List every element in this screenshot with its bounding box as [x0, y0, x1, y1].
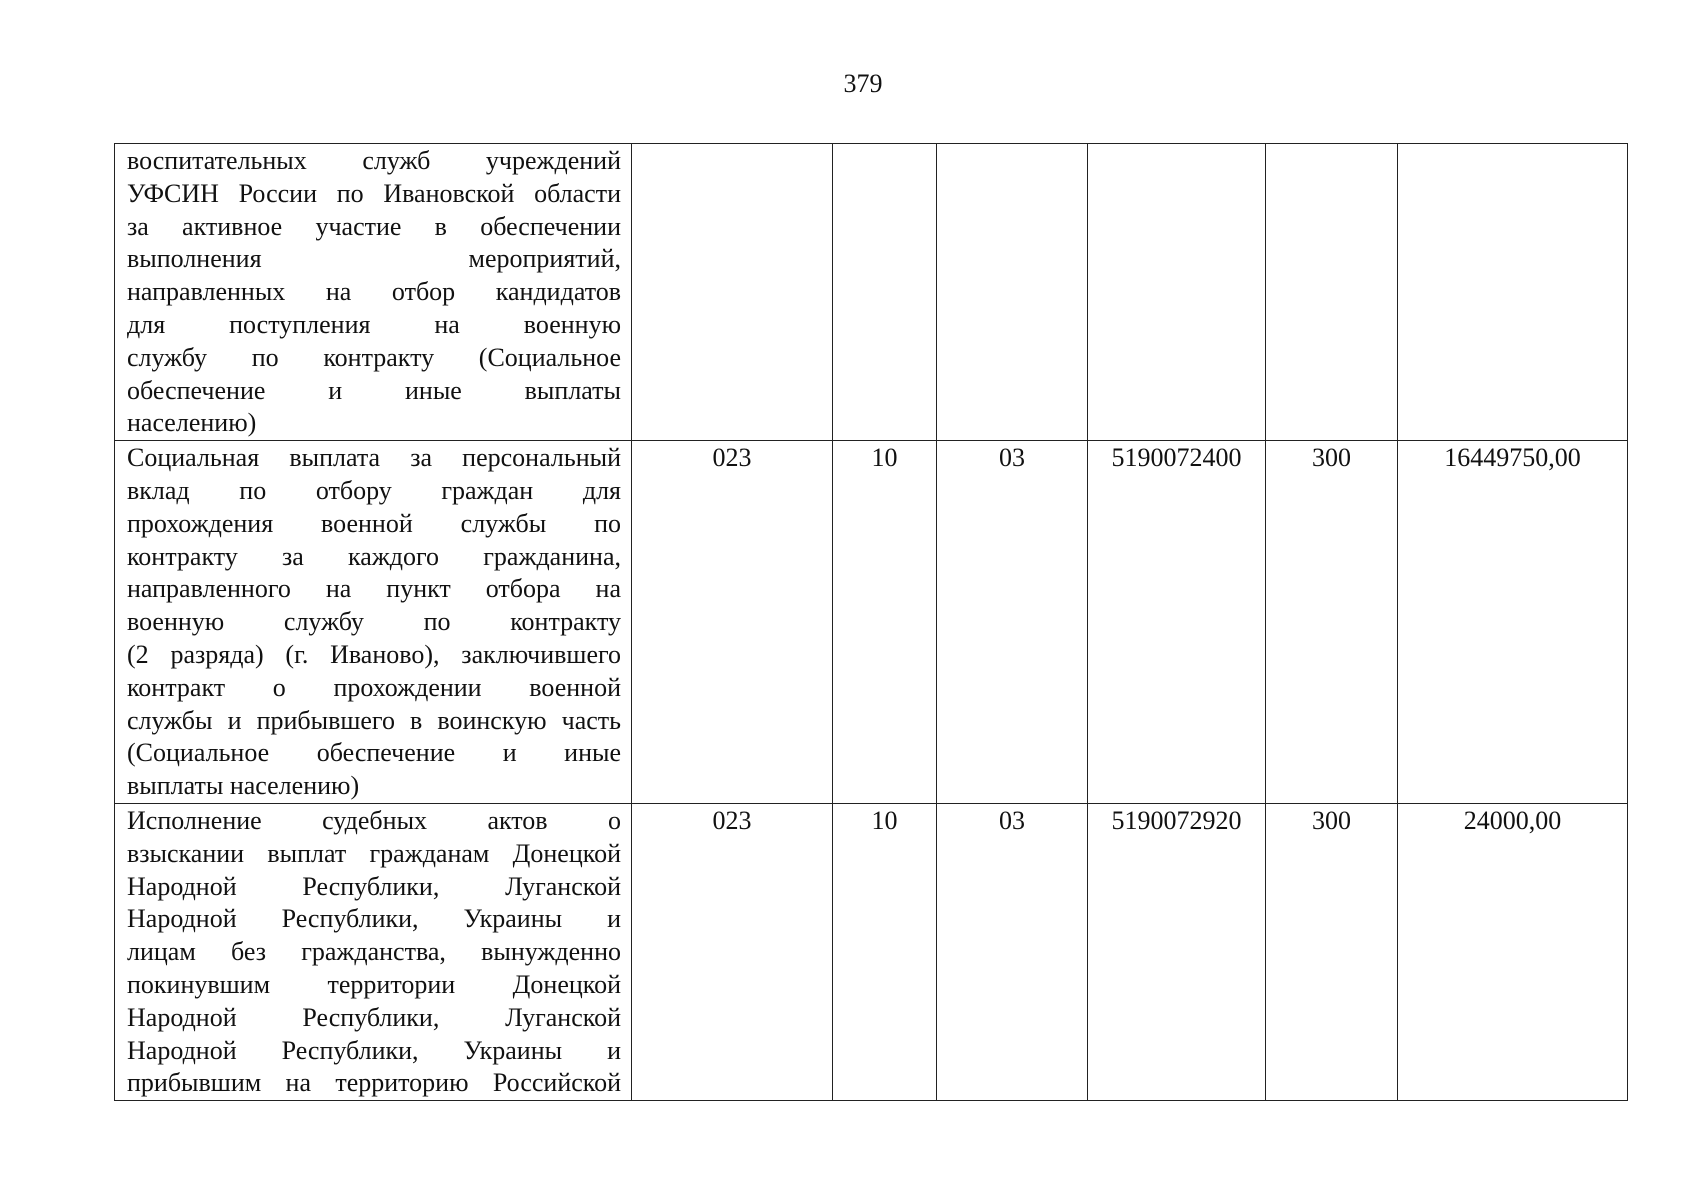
- description-line: для поступления на военную: [127, 309, 621, 339]
- description-line: контракт о прохождении военной: [127, 672, 621, 702]
- section-code: [833, 144, 937, 441]
- description-line: Народной Республики, Украины и: [127, 1035, 621, 1065]
- expense-type-code: [1266, 144, 1398, 441]
- description-line: населению): [127, 408, 257, 438]
- row-description: [115, 803, 632, 1100]
- description-line: службу по контракту (Социальное: [127, 342, 621, 372]
- ministry-code: 023: [632, 803, 833, 1100]
- row-description: [115, 144, 632, 441]
- description-line: покинувшим территории Донецкой: [127, 969, 621, 999]
- description-line: направленного на пункт отбора на: [127, 574, 621, 604]
- description-line: Социальная выплата за персональный: [127, 443, 621, 473]
- description-line: военную службу по контракту: [127, 607, 621, 637]
- section-code: 10: [833, 803, 937, 1100]
- target-article-code: [1088, 144, 1266, 441]
- description-line: вклад по отбору граждан для: [127, 475, 621, 505]
- description-line: выполнения мероприятий,: [127, 244, 621, 274]
- description-line: за активное участие в обеспечении: [127, 211, 621, 241]
- section-code: 10: [833, 441, 937, 804]
- description-line: прохождения военной службы по: [127, 508, 621, 538]
- expense-type-code: 300: [1266, 441, 1398, 804]
- description-line: прибывшим на территорию Российской: [127, 1068, 621, 1098]
- subsection-code: 03: [937, 441, 1088, 804]
- ministry-code: 023: [632, 441, 833, 804]
- table-row: [115, 803, 1628, 1100]
- description-line: лицам без гражданства, вынужденно: [127, 937, 621, 967]
- expense-type-code: 300: [1266, 803, 1398, 1100]
- description-line: обеспечение и иные выплаты: [127, 375, 621, 405]
- target-article-code: 5190072920: [1088, 803, 1266, 1100]
- amount: [1398, 144, 1628, 441]
- target-article-code: 5190072400: [1088, 441, 1266, 804]
- subsection-code: 03: [937, 803, 1088, 1100]
- ministry-code: [632, 144, 833, 441]
- description-line: Народной Республики, Луганской: [127, 871, 621, 901]
- table-row: [115, 144, 1628, 441]
- page-number: 379: [843, 69, 883, 98]
- subsection-code: [937, 144, 1088, 441]
- budget-table: [114, 143, 1628, 1101]
- description-line: воспитательных служб учреждений: [127, 146, 621, 175]
- description-line: контракту за каждого гражданина,: [127, 541, 621, 571]
- description-line: выплаты населению): [127, 771, 360, 801]
- description-line: УФСИН России по Ивановской области: [127, 178, 621, 208]
- description-line: Народной Республики, Луганской: [127, 1002, 621, 1032]
- description-line: (Социальное обеспечение и иные: [127, 738, 621, 768]
- amount: 24000,00: [1398, 803, 1628, 1100]
- description-line: (2 разряда) (г. Иваново), заключившего: [127, 639, 621, 669]
- row-description: [115, 441, 632, 804]
- description-line: Народной Республики, Украины и: [127, 904, 621, 934]
- table-row: [115, 441, 1628, 804]
- amount: 16449750,00: [1398, 441, 1628, 804]
- description-line: взыскании выплат гражданам Донецкой: [127, 838, 621, 868]
- description-line: Исполнение судебных актов о: [127, 805, 621, 835]
- description-line: службы и прибывшего в воинскую часть: [127, 705, 621, 735]
- description-line: направленных на отбор кандидатов: [127, 277, 621, 307]
